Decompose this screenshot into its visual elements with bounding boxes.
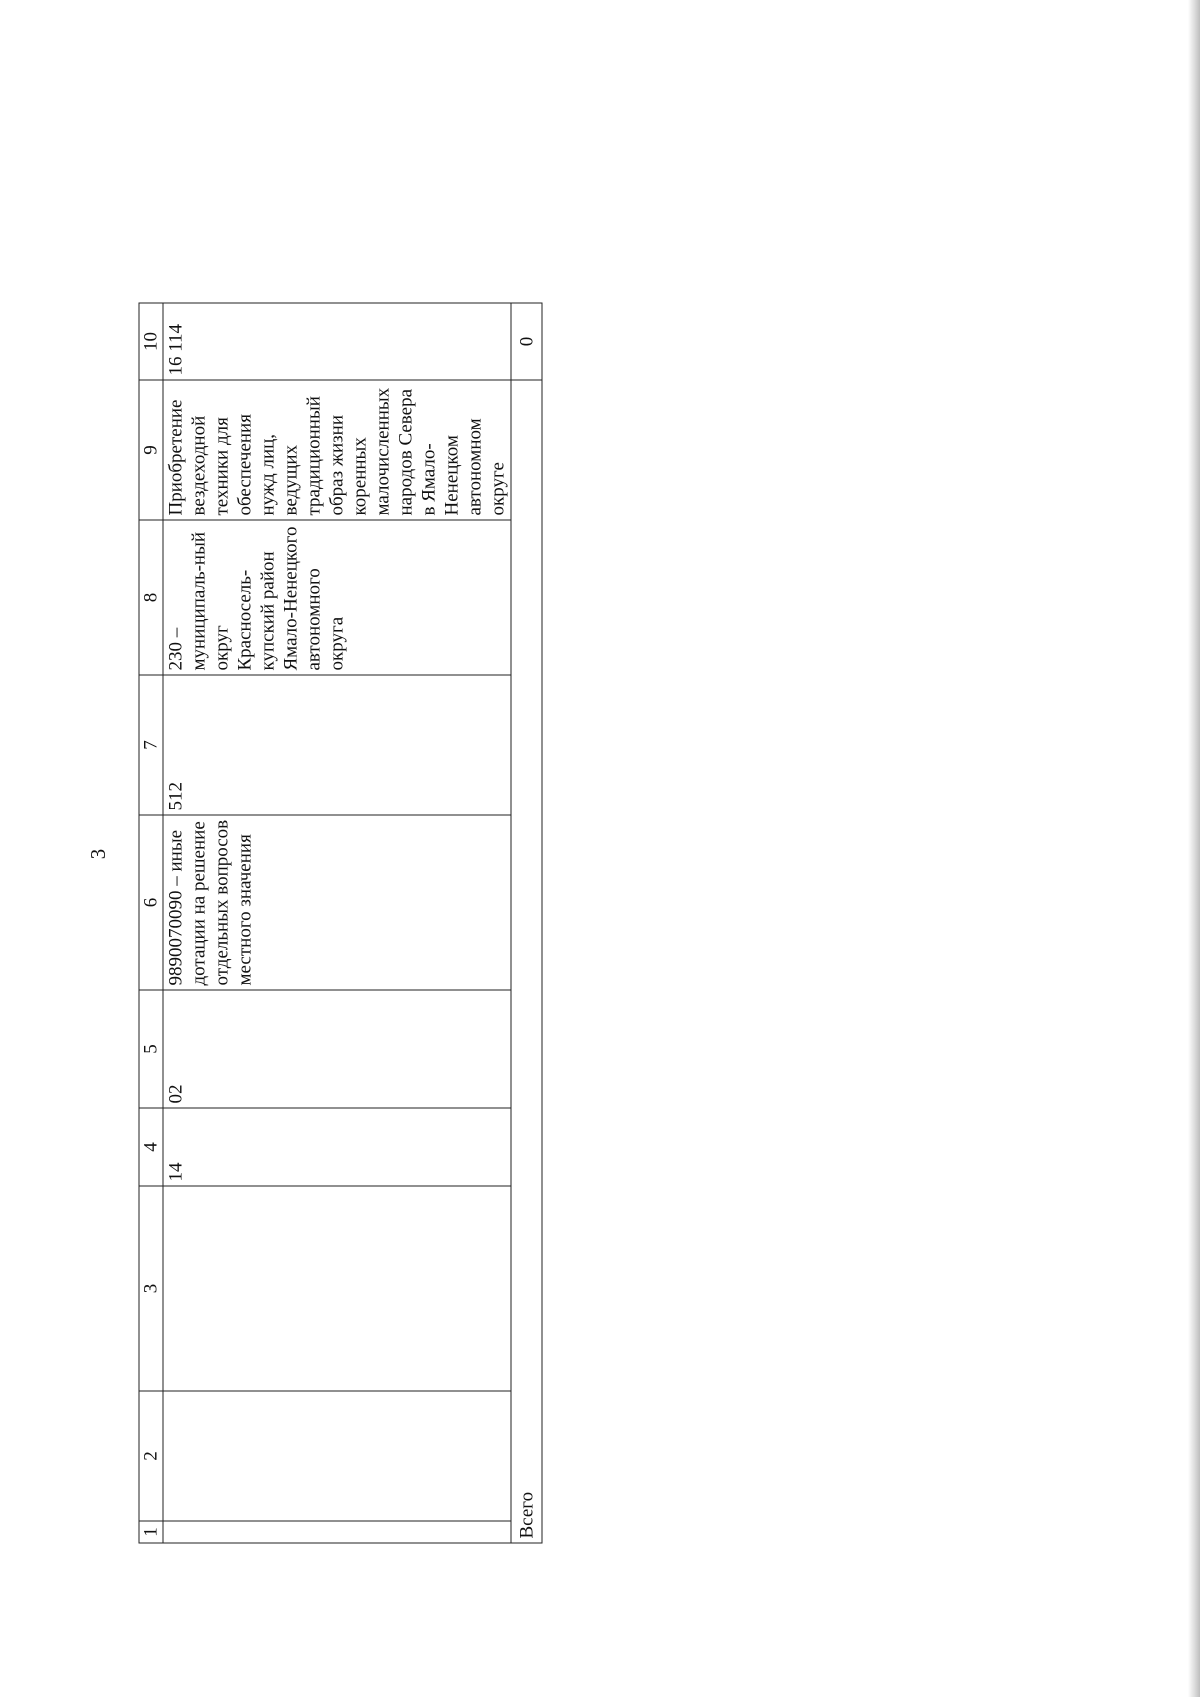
column-number-8: 8	[139, 520, 163, 675]
cell-municipality: 230 – муниципаль-ный округ Красносель-купский район Ямало-Ненецкого автономного округа	[163, 520, 511, 675]
cell-expense-type: 512	[163, 675, 511, 815]
column-number-7: 7	[139, 675, 163, 815]
total-row	[511, 303, 542, 1543]
budget-table	[139, 303, 543, 1544]
column-number-2: 2	[139, 1391, 163, 1521]
column-number-10: 10	[139, 303, 163, 380]
cell-subsection-code: 02	[163, 990, 511, 1108]
total-value: 0	[511, 303, 542, 380]
column-number-3: 3	[139, 1186, 163, 1391]
cell-col2	[163, 1391, 511, 1521]
cell-section-code: 14	[163, 1108, 511, 1186]
column-number-6: 6	[139, 815, 163, 990]
cell-amount: 16 114	[163, 303, 511, 380]
cell-col1	[163, 1521, 511, 1543]
column-number-4: 4	[139, 1108, 163, 1186]
cell-col3	[163, 1186, 511, 1391]
column-number-row	[139, 303, 163, 1543]
page-edge-shadow	[1188, 0, 1200, 1697]
cell-target-article: 9890070090 – иные дотации на решение отдельных вопросов местного значения	[163, 815, 511, 990]
page-number: 3	[86, 848, 110, 860]
total-label: Всего	[511, 380, 542, 1543]
table-row	[163, 303, 511, 1543]
column-number-5: 5	[139, 990, 163, 1108]
column-number-9: 9	[139, 380, 163, 520]
cell-purpose: Приобретение вездеходной техники для обеспечения нужд лиц, ведущих традиционный образ жизни коренных малочисленных народов Севера в Ямало-Ненецком автономном округе	[163, 380, 511, 520]
column-number-1: 1	[139, 1521, 163, 1543]
budget-table-frame	[139, 304, 537, 1544]
